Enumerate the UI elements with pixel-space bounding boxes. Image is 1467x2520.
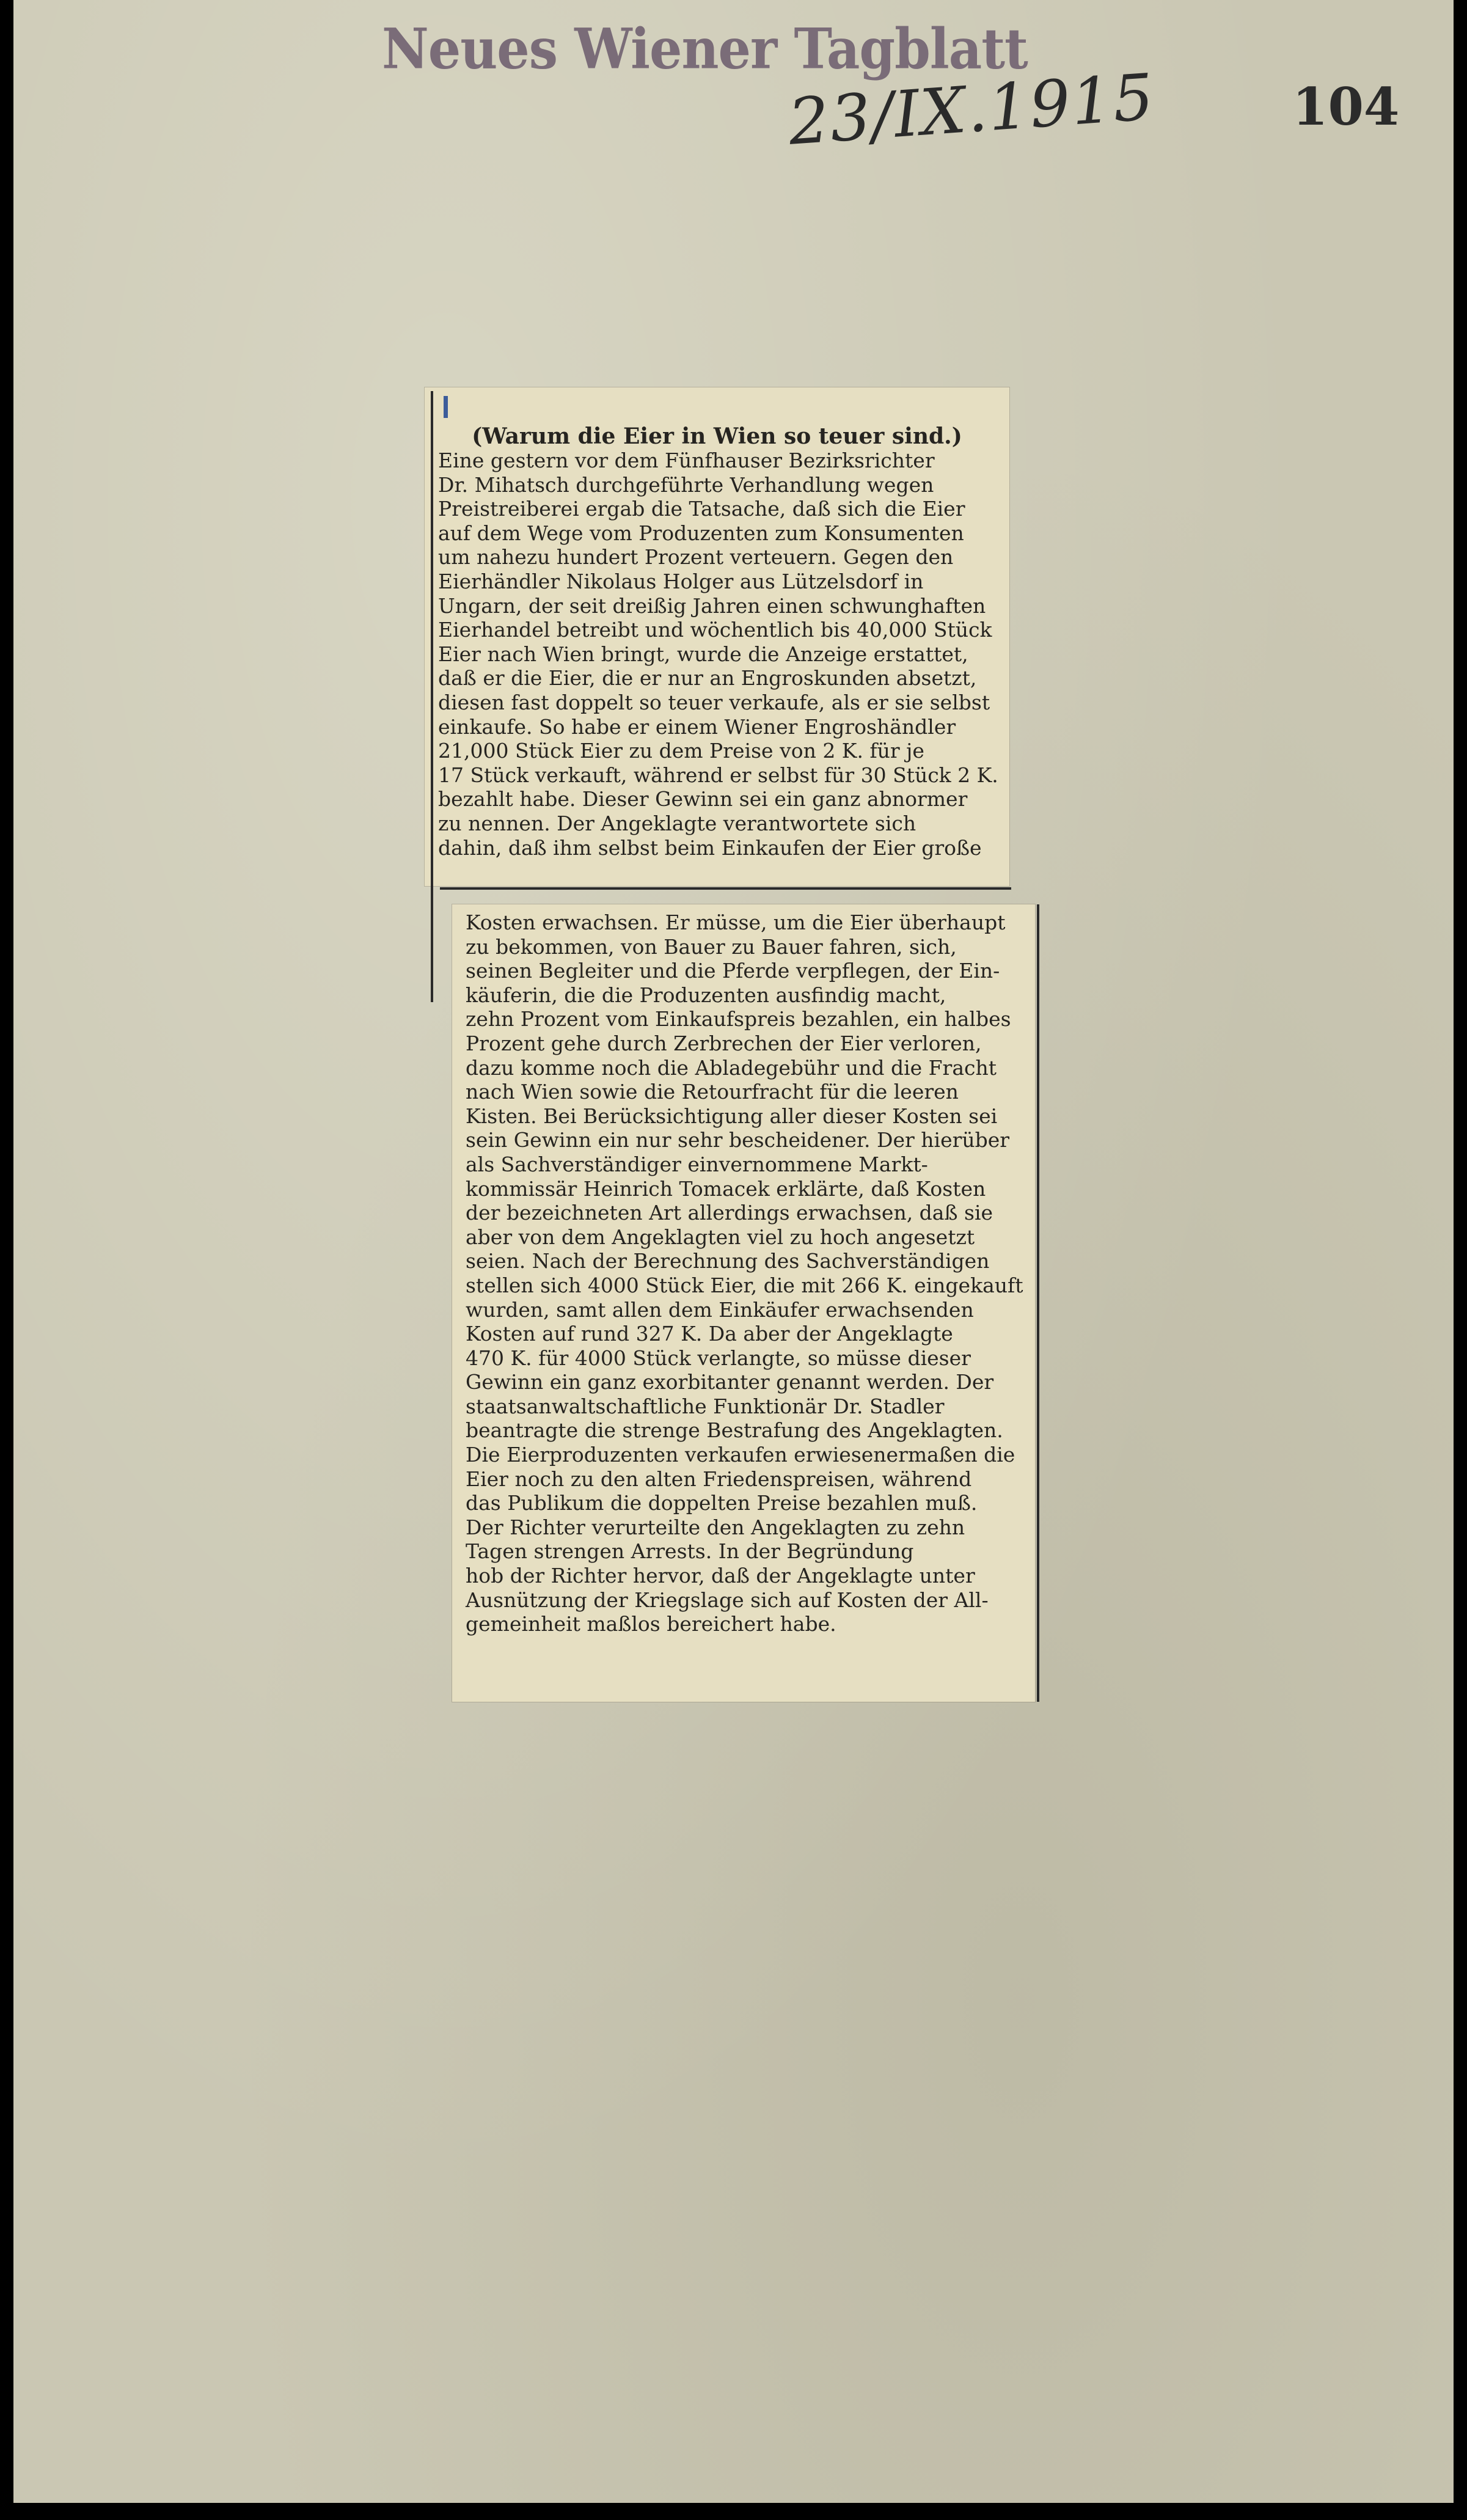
text-line: Kosten erwachsen. Er müsse, um die Eier überhaupt — [466, 910, 1006, 934]
text-line: seinen Begleiter und die Pferde verpflegen, der Ein- — [466, 959, 1000, 983]
text-line: diesen fast doppelt so teuer verkaufe, als er sie selbst — [438, 690, 990, 714]
text-line: nach Wien sowie die Retourfracht für die leeren — [466, 1080, 959, 1104]
text-line: Der Richter verurteilte den Angeklagten zu zehn — [466, 1515, 965, 1539]
text-line: Eier noch zu den alten Friedenspreisen, während — [466, 1467, 972, 1491]
text-line: Eier nach Wien bringt, wurde die Anzeige erstattet, — [438, 642, 968, 666]
text-line: Kisten. Bei Berücksichtigung aller dieser Kosten sei — [466, 1104, 998, 1128]
text-line: staatsanwaltschaftliche Funktionär Dr. Stadler — [466, 1394, 945, 1418]
text-line: seien. Nach der Berechnung des Sachverständigen — [466, 1249, 990, 1273]
text-line: das Publikum die doppelten Preise bezahlen muß. — [466, 1491, 978, 1515]
column-2-lines — [452, 910, 1035, 1636]
text-line: aber von dem Angeklagten viel zu hoch angesetzt — [466, 1225, 975, 1249]
text-line: bezahlt habe. Dieser Gewinn sei ein ganz abnormer — [438, 787, 968, 811]
text-line: hob der Richter hervor, daß der Angeklagte unter — [466, 1564, 975, 1588]
text-line: 470 K. für 4000 Stück verlangte, so müsse dieser — [466, 1346, 971, 1370]
text-line: kommissär Heinrich Tomacek erklärte, daß Kosten — [466, 1176, 986, 1201]
text-line: Eierhändler Nikolaus Holger aus Lützelsdorf in — [438, 569, 924, 593]
text-line: Preistreiberei ergab die Tatsache, daß sich die Eier — [438, 497, 965, 521]
text-line: wurden, samt allen dem Einkäufer erwachsenden — [466, 1297, 974, 1322]
text-line: zu nennen. Der Angeklagte verantwortete sich — [438, 811, 916, 835]
text-line: beantragte die strenge Bestrafung des Angeklagten. — [466, 1418, 1003, 1443]
text-line: Eierhandel betreibt und wöchentlich bis 40,000 Stück — [438, 618, 992, 642]
clipping-column-1 — [425, 387, 1009, 886]
text-line: einkaufe. So habe er einem Wiener Engroshändler — [438, 714, 956, 739]
article-headline: (Warum die Eier in Wien so teuer sind.) — [472, 423, 962, 449]
text-line: käuferin, die die Produzenten ausfindig macht, — [466, 983, 946, 1007]
text-line: als Sachverständiger einvernommene Markt- — [466, 1152, 928, 1176]
text-line: zehn Prozent vom Einkaufspreis bezahlen, ein halbes — [466, 1007, 1011, 1031]
text-line: Kosten auf rund 327 K. Da aber der Angeklagte — [466, 1322, 953, 1346]
text-line: Ungarn, der seit dreißig Jahren einen schwunghaften — [438, 593, 986, 618]
blue-pencil-mark — [444, 396, 448, 418]
text-line: Ausnützung der Kriegslage sich auf Kosten der All- — [466, 1588, 989, 1612]
text-line: zu bekommen, von Bauer zu Bauer fahren, sich, — [466, 934, 957, 959]
text-line: um nahezu hundert Prozent verteuern. Gegen den — [438, 545, 954, 570]
clipping-column-2 — [452, 904, 1035, 1702]
text-line: Tagen strengen Arrests. In der Begründung — [466, 1539, 914, 1564]
text-line: gemeinheit maßlos bereichert habe. — [466, 1612, 836, 1636]
column-rule-right — [1037, 904, 1039, 1702]
text-line: dazu komme noch die Abladegebühr und die Fracht — [466, 1055, 997, 1080]
text-line: Prozent gehe durch Zerbrechen der Eier verloren, — [466, 1031, 982, 1055]
text-line: daß er die Eier, die er nur an Engroskunden absetzt, — [438, 666, 977, 690]
handwritten-date: 23/IX.1915 — [786, 59, 1157, 159]
page-number: 104 — [1292, 76, 1400, 137]
text-line: Gewinn ein ganz exorbitanter genannt werden. Der — [466, 1370, 994, 1394]
text-line: stellen sich 4000 Stück Eier, die mit 266 K. eingekauft — [466, 1273, 1023, 1297]
column-rule-bottom — [440, 887, 1011, 890]
text-line: Dr. Mihatsch durchgeführte Verhandlung wegen — [438, 472, 934, 497]
column-1-lines — [425, 411, 1009, 860]
text-line: der bezeichneten Art allerdings erwachsen, daß sie — [466, 1201, 993, 1225]
text-line: 17 Stück verkauft, während er selbst für 30 Stück 2 K. — [438, 763, 998, 787]
text-line: 21,000 Stück Eier zu dem Preise von 2 K. für je — [438, 739, 924, 763]
newspaper-source-stamp: Neues Wiener Tagblatt — [382, 16, 1028, 81]
column-rule-left — [431, 391, 433, 1002]
text-line: Die Eierproduzenten verkaufen erwiesenermaßen die — [466, 1443, 1015, 1467]
text-line: Eine gestern vor dem Fünfhauser Bezirksrichter — [438, 449, 935, 472]
text-line: dahin, daß ihm selbst beim Einkaufen der Eier große — [438, 835, 982, 860]
text-line: auf dem Wege vom Produzenten zum Konsumenten — [438, 521, 964, 545]
text-line: sein Gewinn ein nur sehr bescheidener. Der hierüber — [466, 1128, 1010, 1152]
